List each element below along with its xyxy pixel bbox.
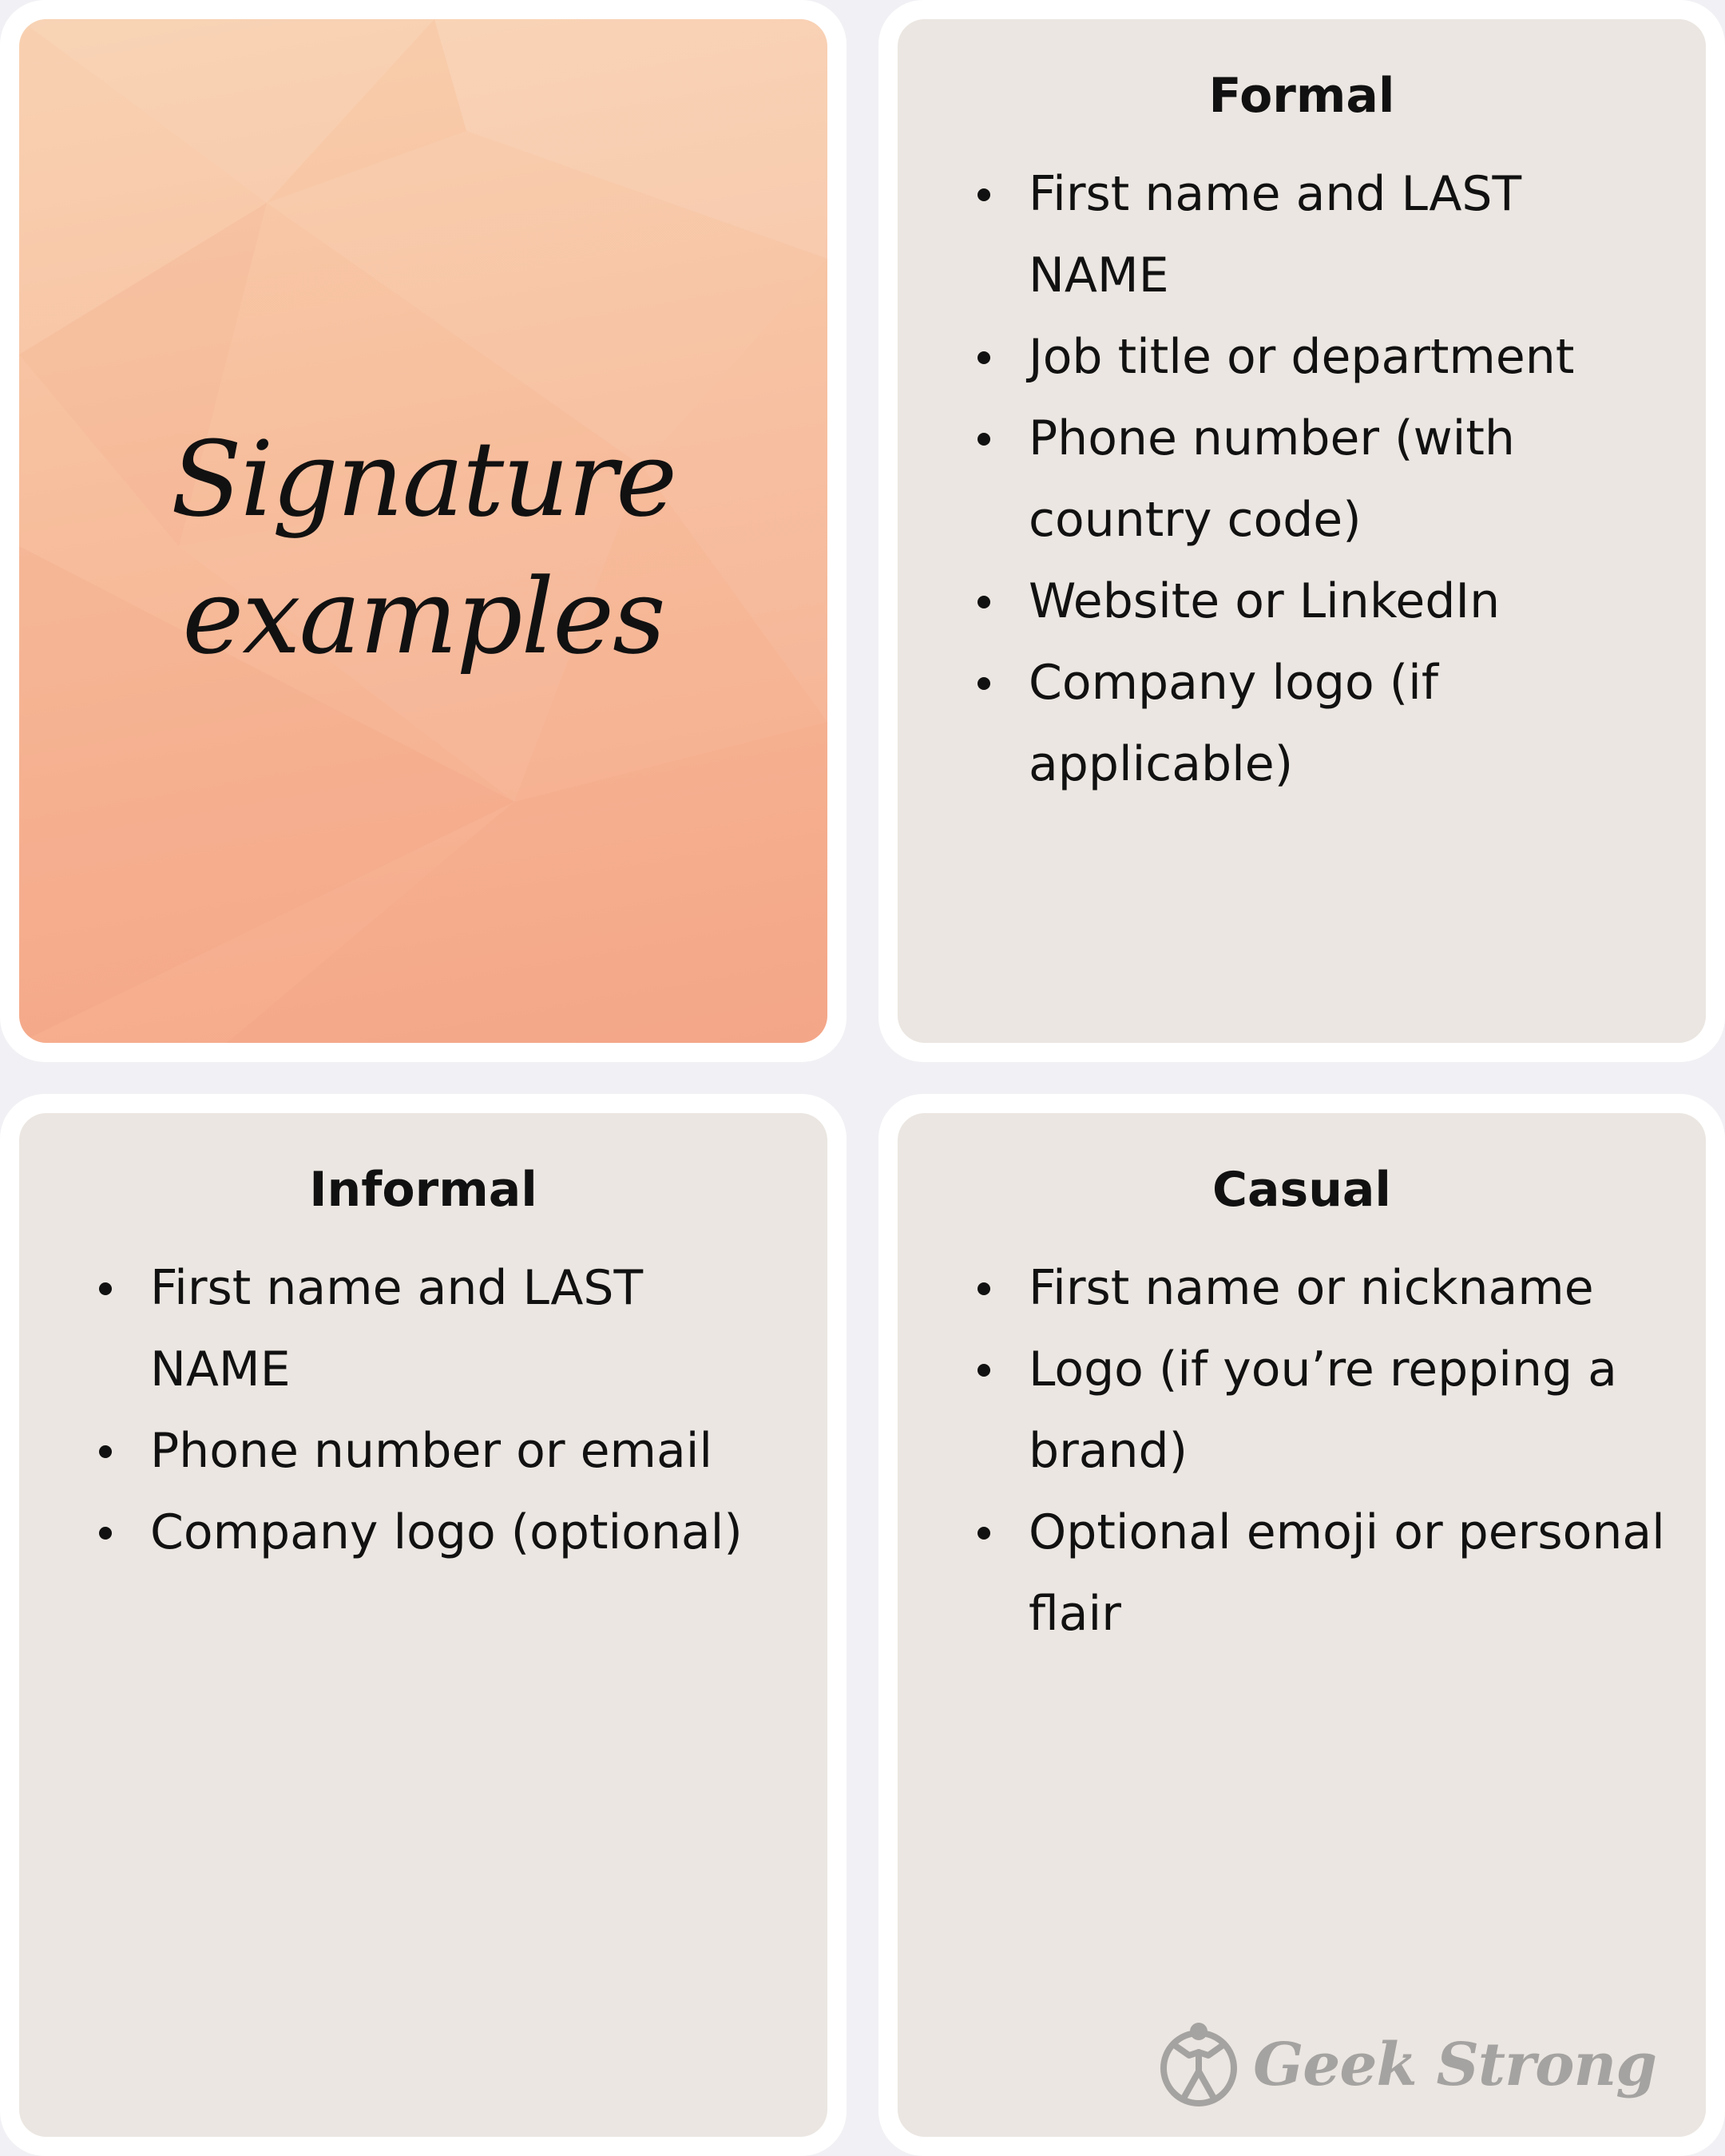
list-item — [898, 1492, 1674, 1655]
list-item — [898, 642, 1674, 805]
stick-figure-icon — [1159, 2020, 1239, 2110]
list-item-text: Company logo (if applicable) — [1029, 655, 1438, 792]
formal-card — [898, 19, 1706, 1043]
informal-heading: Informal — [309, 1162, 537, 1218]
bullet-icon — [978, 596, 990, 608]
bullet-icon — [978, 188, 990, 201]
list-item — [898, 561, 1674, 642]
list-item-text: First name and LAST NAME — [1029, 166, 1522, 303]
hero-title-line-2: examples — [182, 556, 664, 677]
bullet-icon — [978, 1364, 990, 1377]
bullet-icon — [978, 1282, 990, 1295]
hero-card — [19, 19, 827, 1043]
list-item — [898, 398, 1674, 561]
bullet-icon — [99, 1445, 112, 1458]
list-item — [19, 1410, 795, 1492]
list-item-text: Website or LinkedIn — [1029, 573, 1501, 629]
list-item — [898, 316, 1674, 398]
list-item-text: Optional emoji or personal flair — [1029, 1504, 1665, 1642]
bullet-icon — [99, 1527, 112, 1540]
bullet-icon — [978, 351, 990, 364]
hero-title-line-1: Signature — [170, 418, 676, 540]
list-item-text: Job title or department — [1029, 329, 1575, 385]
formal-list — [898, 153, 1674, 805]
list-item — [898, 1329, 1674, 1492]
informal-card — [19, 1113, 827, 2137]
list-item-text: Phone number or email — [150, 1423, 713, 1479]
list-item-text: First name and LAST NAME — [150, 1260, 644, 1397]
bullet-icon — [978, 1527, 990, 1540]
list-item — [19, 1492, 795, 1573]
geek-strong-logo — [1159, 2020, 1656, 2110]
list-item-text: Logo (if you’re repping a brand) — [1029, 1342, 1617, 1479]
list-item-text: Phone number (with country code) — [1029, 410, 1515, 548]
formal-heading: Formal — [1208, 68, 1395, 124]
list-item-text: Company logo (optional) — [150, 1504, 743, 1560]
casual-heading: Casual — [1211, 1162, 1391, 1218]
list-item — [898, 153, 1674, 316]
informal-list — [19, 1247, 795, 1573]
hero-title — [19, 410, 827, 685]
list-item-text: First name or nickname — [1029, 1260, 1594, 1316]
casual-list — [898, 1247, 1674, 1655]
casual-card — [898, 1113, 1706, 2137]
list-item — [898, 1247, 1674, 1329]
bullet-icon — [978, 677, 990, 690]
bullet-icon — [978, 433, 990, 446]
list-item — [19, 1247, 795, 1410]
logo-text: Geek Strong — [1253, 2031, 1656, 2099]
bullet-icon — [99, 1282, 112, 1295]
